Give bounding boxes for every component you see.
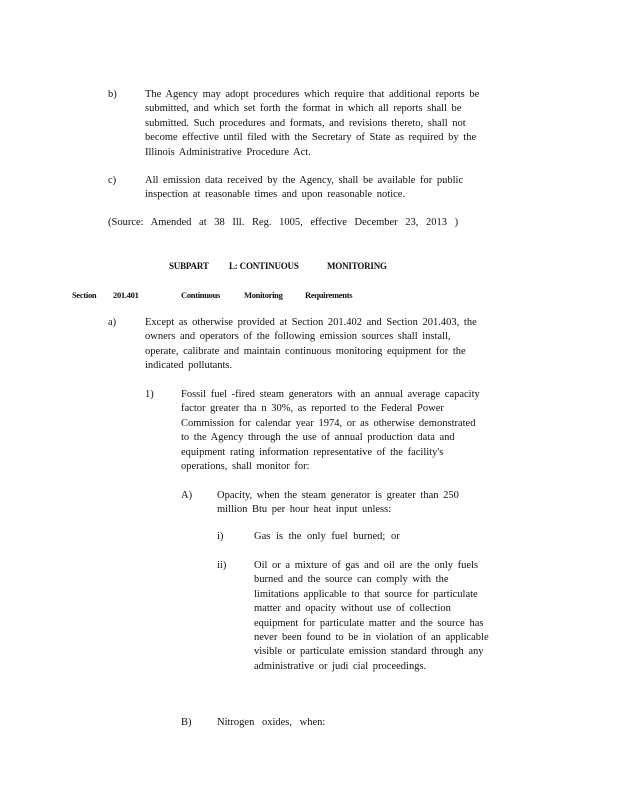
text-line: indicated pollutants. <box>145 360 233 372</box>
text-line: submitted, and which set forth the format in which all reports shall be <box>145 103 462 115</box>
text-line: Gas is the only fuel burned; or <box>254 531 400 542</box>
text-line: never been found to be in violation of an applicable <box>254 632 489 644</box>
text-line: operate, calibrate and maintain continuous monitoring equipment for the <box>145 345 466 357</box>
text-line: to the Agency through the use of annual production data and <box>181 432 455 444</box>
item-label-c: c) <box>108 175 117 186</box>
text-line: become effective until filed with the Secretary of State as required by the <box>145 132 477 144</box>
section-title-requirements: Requirements <box>305 290 353 300</box>
section-title-continuous: Continuous <box>181 290 221 300</box>
text-line: owners and operators of the following emission sources shall install, <box>145 331 451 343</box>
text-line: operations, shall monitor for: <box>181 461 310 473</box>
para-label-B: B) <box>181 717 192 728</box>
text-line: administrative or judi cial proceedings. <box>254 660 427 672</box>
text-line: inspection at reasonable times and upon reasonable notice. <box>145 189 406 201</box>
text-line: million Btu per hour heat input unless: <box>217 504 392 516</box>
text-line: matter and opacity without use of collection <box>254 603 451 615</box>
subpart-heading-word: SUBPART <box>169 261 209 271</box>
para-label-1: 1) <box>145 389 154 400</box>
text-line: limitations applicable to that source for particulate <box>254 588 478 600</box>
text-line: Illinois Administrative Procedure Act. <box>145 146 311 158</box>
para-text-i <box>254 530 504 544</box>
item-text-b <box>145 88 507 160</box>
text-line: equipment for particulate matter and the source has <box>254 617 484 629</box>
item-label-b: b) <box>108 89 117 100</box>
text-line: factor greater tha n 30%, as reported to the Federal Power <box>181 403 444 415</box>
text-line: equipment rating information representative of the facility's <box>181 446 444 458</box>
subpart-heading-monitoring: MONITORING <box>327 261 387 271</box>
text-line: Nitrogen oxides, when: <box>217 717 326 728</box>
para-label-A: A) <box>181 490 193 501</box>
text-line: Oil or a mixture of gas and oil are the only fuels <box>254 560 479 571</box>
section-word: Section <box>72 290 97 300</box>
text-line: submitted. Such procedures and formats, and revisions thereto, shall not <box>145 117 466 129</box>
text-line: All emission data received by the Agency, shall be available for public <box>145 175 464 186</box>
para-text-B <box>217 716 477 730</box>
para-text-a <box>145 316 503 374</box>
text-line: Except as otherwise provided at Section 201.402 and Section 201.403, the <box>145 317 477 328</box>
source-note: (Source: Amended at 38 Ill. Reg. 1005, effective December 23, 2013 ) <box>108 217 459 228</box>
para-text-A <box>217 489 477 518</box>
para-label-i: i) <box>217 531 224 542</box>
text-line: Commission for calendar year 1974, or as otherwise demonstrated <box>181 417 476 429</box>
para-text-1 <box>181 388 493 474</box>
subpart-heading-title: L: CONTINUOUS <box>229 261 299 271</box>
text-line: Fossil fuel -fired steam generators with an annual average capacity <box>181 389 480 400</box>
text-line: burned and the source can comply with the <box>254 574 449 586</box>
section-number: 201.401 <box>113 290 139 300</box>
para-label-a: a) <box>108 317 117 328</box>
text-line: Opacity, when the steam generator is greater than 250 <box>217 490 459 501</box>
para-label-ii: ii) <box>217 560 227 571</box>
item-text-c <box>145 174 507 203</box>
text-line: The Agency may adopt procedures which require that additional reports be <box>145 89 480 100</box>
text-line: visible or particulate emission standard through any <box>254 646 484 658</box>
section-title-monitoring: Monitoring <box>244 290 283 300</box>
para-text-ii <box>254 559 501 674</box>
